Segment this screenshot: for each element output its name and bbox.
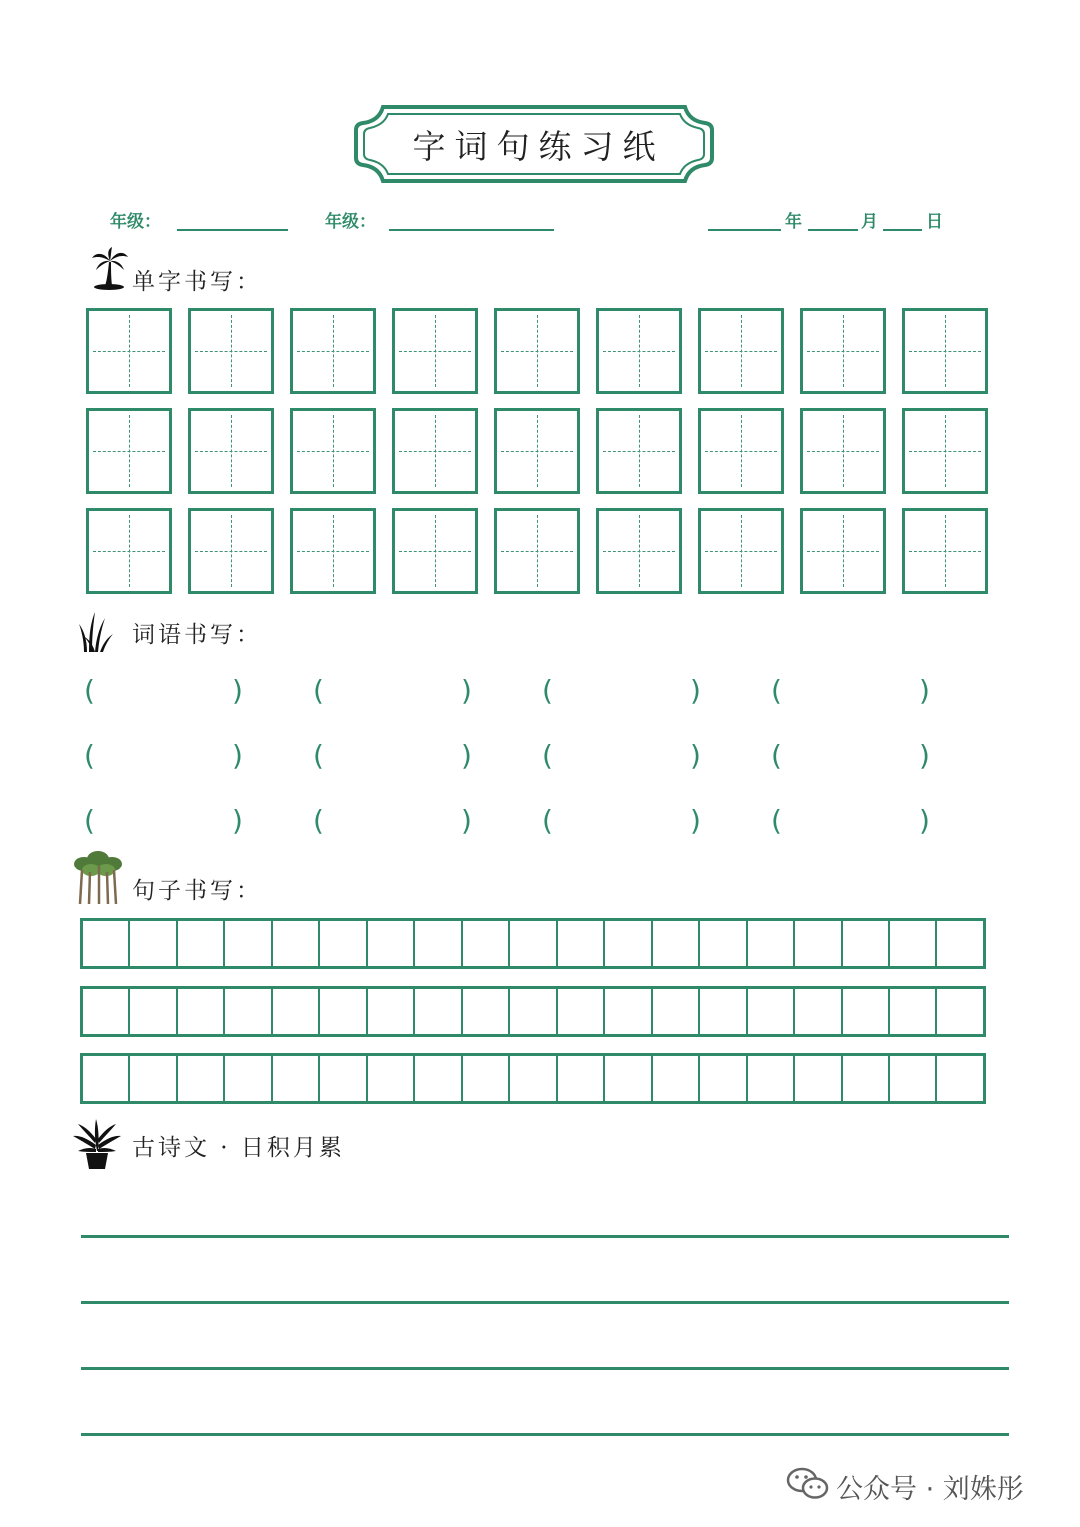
tianzige-cell[interactable] bbox=[188, 408, 274, 494]
close-paren: ) bbox=[232, 674, 243, 707]
tianzige-cell[interactable] bbox=[596, 508, 682, 594]
tianzige-grid bbox=[86, 308, 988, 594]
grade-field-2[interactable] bbox=[389, 229, 554, 231]
word-blank[interactable] bbox=[769, 739, 998, 779]
close-paren: ) bbox=[232, 739, 243, 772]
open-paren: ( bbox=[84, 804, 95, 837]
open-paren: ( bbox=[313, 739, 324, 772]
year-field[interactable] bbox=[708, 229, 781, 231]
title-plaque bbox=[353, 104, 715, 184]
writing-line[interactable] bbox=[81, 1301, 1009, 1304]
section-heading-poetry: 古诗文 · 日积月累 bbox=[132, 1135, 345, 1161]
tianzige-cell[interactable] bbox=[698, 408, 784, 494]
grade-label-1: 年级： bbox=[110, 212, 161, 232]
word-row bbox=[82, 739, 962, 779]
close-paren: ) bbox=[690, 739, 701, 772]
tianzige-cell[interactable] bbox=[800, 308, 886, 394]
grass-icon bbox=[78, 608, 114, 658]
section-heading-sentences: 句子书写： bbox=[132, 878, 262, 904]
close-paren: ) bbox=[919, 739, 930, 772]
tianzige-cell[interactable] bbox=[902, 508, 988, 594]
day-field[interactable] bbox=[883, 229, 922, 231]
open-paren: ( bbox=[771, 674, 782, 707]
word-row bbox=[82, 804, 962, 844]
open-paren: ( bbox=[84, 739, 95, 772]
open-paren: ( bbox=[771, 804, 782, 837]
day-label: 日 bbox=[926, 212, 943, 232]
tianzige-cell[interactable] bbox=[800, 408, 886, 494]
tianzige-cell[interactable] bbox=[800, 508, 886, 594]
word-blank[interactable] bbox=[540, 739, 769, 779]
word-row bbox=[82, 674, 962, 714]
writing-line[interactable] bbox=[81, 1367, 1009, 1370]
year-label: 年 bbox=[785, 212, 802, 232]
tianzige-cell[interactable] bbox=[392, 408, 478, 494]
word-blank[interactable] bbox=[82, 804, 311, 844]
close-paren: ) bbox=[919, 674, 930, 707]
tianzige-cell[interactable] bbox=[188, 308, 274, 394]
tianzige-cell[interactable] bbox=[902, 308, 988, 394]
word-blank[interactable] bbox=[311, 739, 540, 779]
tianzige-cell[interactable] bbox=[392, 508, 478, 594]
open-paren: ( bbox=[542, 804, 553, 837]
tianzige-cell[interactable] bbox=[86, 508, 172, 594]
wechat-icon bbox=[786, 1466, 830, 1506]
tianzige-cell[interactable] bbox=[494, 508, 580, 594]
tianzige-cell[interactable] bbox=[698, 508, 784, 594]
word-blank[interactable] bbox=[82, 739, 311, 779]
word-blank[interactable] bbox=[540, 674, 769, 714]
close-paren: ) bbox=[919, 804, 930, 837]
tianzige-cell[interactable] bbox=[494, 308, 580, 394]
sentence-row[interactable] bbox=[80, 1053, 986, 1104]
close-paren: ) bbox=[461, 674, 472, 707]
tianzige-cell[interactable] bbox=[494, 408, 580, 494]
word-blank[interactable] bbox=[769, 804, 998, 844]
word-blank[interactable] bbox=[311, 804, 540, 844]
section-heading-words: 词语书写： bbox=[132, 622, 262, 648]
tianzige-cell[interactable] bbox=[902, 408, 988, 494]
watermark-text: 公众号 · 刘姝彤 bbox=[836, 1474, 1024, 1505]
tianzige-cell[interactable] bbox=[86, 308, 172, 394]
open-paren: ( bbox=[771, 739, 782, 772]
tianzige-cell[interactable] bbox=[392, 308, 478, 394]
month-field[interactable] bbox=[808, 229, 858, 231]
page-title: 字词句练习纸 bbox=[412, 126, 665, 166]
word-blank[interactable] bbox=[769, 674, 998, 714]
sentence-row[interactable] bbox=[80, 918, 986, 969]
tianzige-cell[interactable] bbox=[86, 408, 172, 494]
close-paren: ) bbox=[690, 804, 701, 837]
open-paren: ( bbox=[313, 804, 324, 837]
open-paren: ( bbox=[84, 674, 95, 707]
tianzige-cell[interactable] bbox=[290, 408, 376, 494]
grade-label-2: 年级： bbox=[325, 212, 376, 232]
tianzige-cell[interactable] bbox=[596, 308, 682, 394]
open-paren: ( bbox=[542, 674, 553, 707]
word-blank[interactable] bbox=[311, 674, 540, 714]
close-paren: ) bbox=[232, 804, 243, 837]
section-heading-single-chars: 单字书写： bbox=[132, 269, 262, 295]
month-label: 月 bbox=[861, 212, 878, 232]
grade-field-1[interactable] bbox=[177, 229, 288, 231]
word-blank[interactable] bbox=[540, 804, 769, 844]
open-paren: ( bbox=[542, 739, 553, 772]
close-paren: ) bbox=[461, 739, 472, 772]
word-blank[interactable] bbox=[82, 674, 311, 714]
tianzige-cell[interactable] bbox=[596, 408, 682, 494]
close-paren: ) bbox=[690, 674, 701, 707]
tianzige-cell[interactable] bbox=[290, 508, 376, 594]
tianzige-cell[interactable] bbox=[188, 508, 274, 594]
tianzige-cell[interactable] bbox=[290, 308, 376, 394]
trees-icon bbox=[72, 850, 124, 910]
potted-plant-icon bbox=[72, 1115, 122, 1175]
open-paren: ( bbox=[313, 674, 324, 707]
sentence-row[interactable] bbox=[80, 986, 986, 1037]
close-paren: ) bbox=[461, 804, 472, 837]
writing-line[interactable] bbox=[81, 1235, 1009, 1238]
writing-line[interactable] bbox=[81, 1433, 1009, 1436]
palm-tree-icon bbox=[90, 246, 130, 296]
tianzige-cell[interactable] bbox=[698, 308, 784, 394]
